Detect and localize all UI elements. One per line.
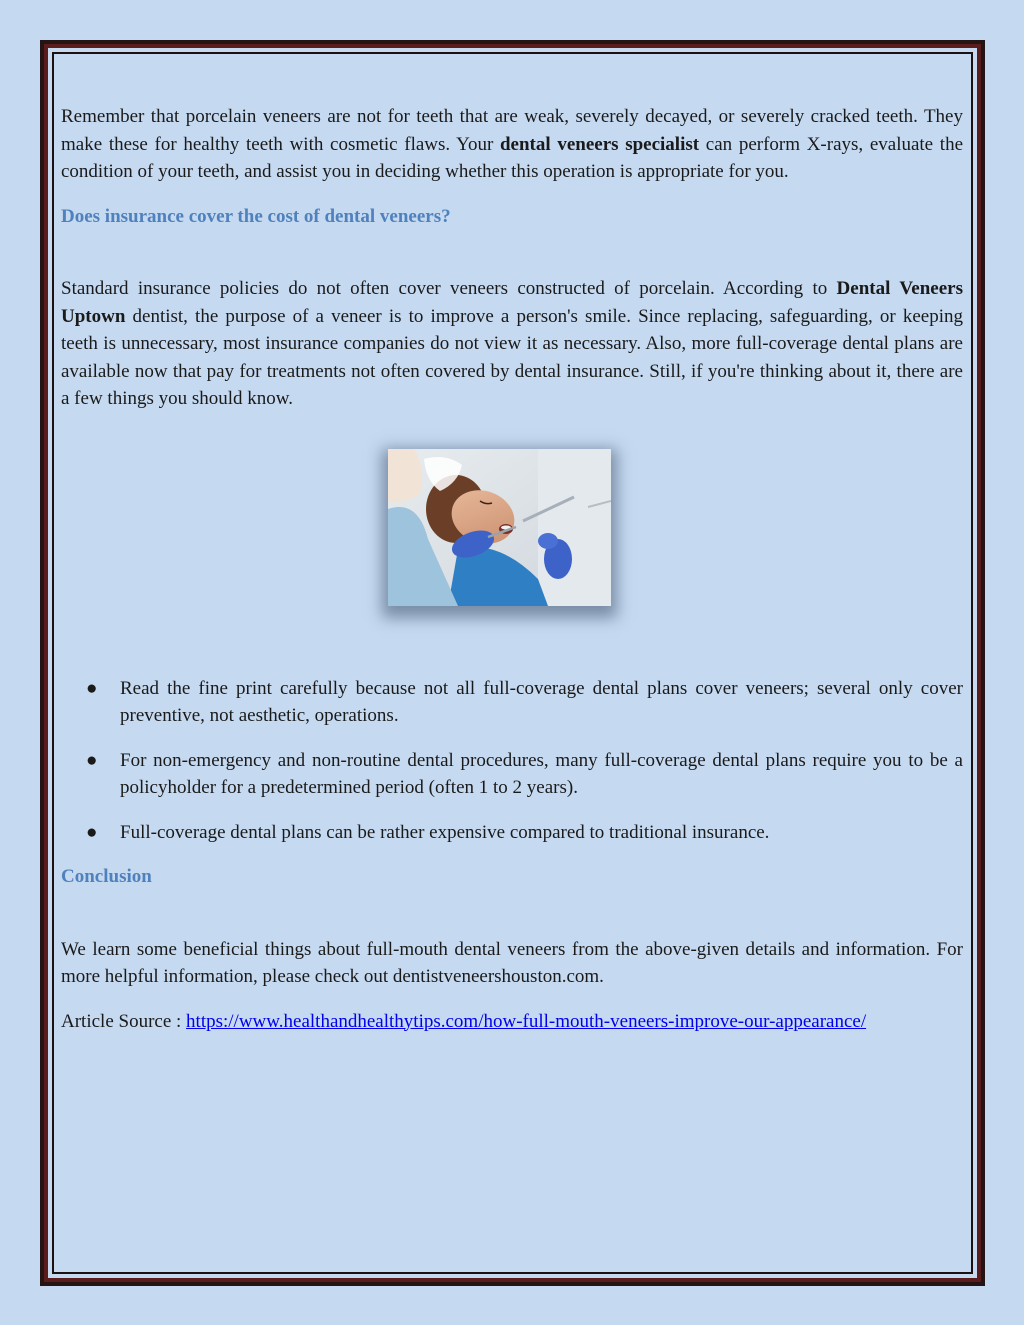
figure [61, 413, 963, 675]
list-item: ● Read the fine print carefully because not all full-coverage dental plans cover veneers; several only cover preventive, not aesthetic, operations. [61, 675, 963, 730]
article-source-link[interactable]: https://www.healthandhealthytips.com/how-full-mouth-veneers-improve-our-appearance/ [186, 1010, 867, 1032]
dentist-patient-photo [388, 449, 611, 606]
bullet-icon: ● [86, 821, 98, 843]
insurance-heading: Does insurance cover the cost of dental veneers? [61, 205, 451, 227]
list-item: ● Full-coverage dental plans can be rather expensive compared to traditional insurance. [61, 819, 963, 847]
dental-veneers-specialist-bold: dental veneers specialist [499, 133, 700, 155]
conclusion-paragraph: We learn some beneficial things about full-mouth dental veneers from the above-given details and information. For more helpful information, please check out dentistveneershouston.com. [61, 938, 963, 987]
article-source [61, 1008, 963, 1036]
article-body [61, 103, 963, 1035]
bullet-icon: ● [86, 677, 98, 699]
list-item: ● For non-emergency and non-routine dental procedures, many full-coverage dental plans require you to be a policyholder for a predetermined period (often 1 to 2 years). [61, 747, 963, 802]
insurance-tips-list [61, 675, 963, 847]
article-source-label: Article Source : [61, 1010, 187, 1032]
insurance-paragraph: Standard insurance policies do not often cover veneers constructed of porcelain. According to Dental Veneers Uptown dentist, the purpose of a veneer is to improve a person's smile. Since replacing, safeguarding, or keeping teeth is unnecessary, most insurance companies do not view it as necessary. Also, more full-coverage dental plans are available now that pay for treatments not often covered by dental insurance. Still, if you're thinking about it, there are a few things you should know. [61, 278, 963, 409]
intro-paragraph: Remember that porcelain veneers are not for teeth that are weak, severely decayed, or severely cracked teeth. They make these for healthy teeth with cosmetic flaws. Your dental veneers specialist can perform X-rays, evaluate the condition of your teeth, and assist you in deciding whether this operation is appropriate for you. [61, 106, 964, 182]
bullet-icon: ● [86, 749, 98, 771]
dental-veneers-uptown-bold: Dental Veneers Uptown [61, 278, 963, 327]
conclusion-heading: Conclusion [61, 866, 152, 887]
